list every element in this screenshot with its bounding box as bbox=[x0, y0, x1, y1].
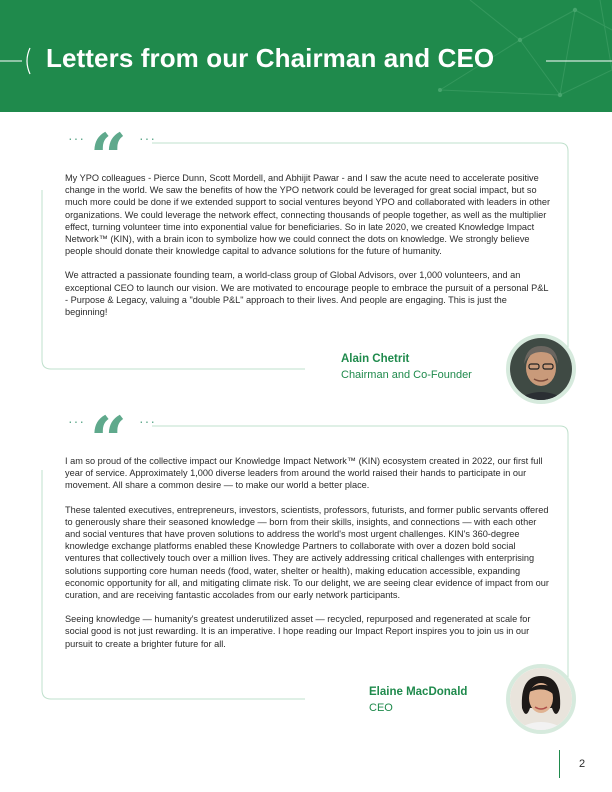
avatar bbox=[506, 664, 576, 734]
page-title: Letters from our Chairman and CEO bbox=[46, 43, 495, 73]
page-number: 2 bbox=[579, 758, 586, 770]
decorative-dots-left: ··· bbox=[68, 130, 85, 146]
page-number-rule bbox=[559, 750, 560, 778]
signature-name: Elaine MacDonald bbox=[369, 686, 468, 698]
decorative-dots-right: ··· bbox=[139, 130, 156, 146]
letter-paragraph: These talented executives, entrepreneurs, investors, scientists, professors, futurists, and former public servants offered to generously share their seasoned knowledge — born from their skills, insights, and connections — with each other and social ventures that have proven solutions to address the world's most urgent challenges. KIN's 360-degree knowledge exchange platforms enabled these Knowledge Partners to collaborate with over a dozen bold social ventures that collectively touch over a million lives. They are actively addressing critical challenges with enterprising solutions supporting core human needs (food, water, shelter or health), making education accessible, expanding economic opportunity for all, and mitigating climate risk. To our delight, we are seeing clear evidence of impact from our curation, and are receiving fantastic accolades from our early network participants. bbox=[65, 504, 549, 601]
signature-title: CEO bbox=[369, 702, 393, 714]
ceo-letter bbox=[65, 455, 551, 662]
decorative-dots-right: ··· bbox=[139, 413, 156, 429]
chairman-letter bbox=[65, 172, 551, 330]
signature-name: Alain Chetrit bbox=[341, 353, 410, 365]
avatar bbox=[506, 334, 576, 404]
letter-paragraph: We attracted a passionate founding team, a world-class group of Global Advisors, over 1,000 volunteers, and an exceptional CEO to launch our vision. We are motivated to encourage people to embrace the pursuit of a personal P&L - Purpose & Legacy, valuing a "double P&L" approach to their lives. And people are engaging. This is just the beginning! bbox=[65, 270, 549, 318]
letter-paragraph: I am so proud of the collective impact our Knowledge Impact Network™ (KIN) ecosystem created in 2022, our first full year of service. Approximately 1,000 diverse leaders from around the world raised their hands to participate in our movement. All share a common desire — to make our world a better place. bbox=[65, 456, 543, 491]
header-banner bbox=[0, 0, 612, 112]
quotation-mark-icon: “ bbox=[90, 403, 127, 478]
signature-title: Chairman and Co-Founder bbox=[341, 369, 472, 381]
quotation-mark-icon: “ bbox=[90, 120, 127, 195]
letter-paragraph: My YPO colleagues - Pierce Dunn, Scott Mordell, and Abhijit Pawar - and I saw the acute need to accelerate positive change in the world. We saw the benefits of how the YPO network could be leveraged for great social impact, but so much more could be done if we extended support to social ventures beyond YPO and collaborated with leaders in other organizations. We could leverage the network effect, connecting thousands of people together, as well as the multiplier effect, turning volunteer time into exponential value for beneficiaries. So in late 2020, we created Knowledge Impact Network™ (KIN), with a brain icon to symbolize how we could connect the dots on knowledge. We strongly believe people should donate their knowledge capital to advance solutions for the future of humanity. bbox=[65, 173, 551, 257]
letter-paragraph: Seeing knowledge — humanity's greatest underutilized asset — recycled, repurposed and regenerated at scale for social good is not just rewarding. It is an imperative. I hope reading our Impact Report inspires you to join us in our pursuit to create a brighter future for all. bbox=[65, 614, 531, 649]
decorative-dots-left: ··· bbox=[68, 413, 85, 429]
